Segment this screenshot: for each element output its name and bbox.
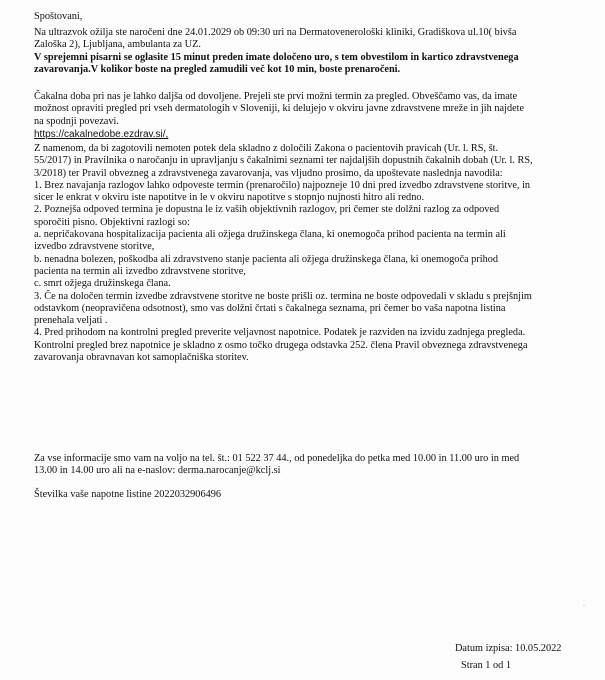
rules-line: a. nepričakovana hospitalizacija pacienta ali ožjega družinskega člana, ki onemogoča prihod pacienta na termin ali [34,229,506,241]
rules-line: sporočiti pisno. Objektivni razlogi so: [34,216,190,228]
appointment-line: Zaloška 2), Ljubljana, ambulanta za UZ. [34,39,201,51]
rules-line: 3/2018) ter Pravil obvezneg a zdravstvenega zavarovanja, vas vljudno prosimo, da upoštevate naslednja navodila: [34,167,503,179]
waiting-time-paragraph [34,91,582,128]
scan-speck [583,605,585,606]
salutation-text: Spoštovani, [34,11,83,22]
notice-line: V sprejemni pisarni se oglasite 15 minut preden imate določeno uro, s tem obvestilom in kartico zdravstvenega [34,52,519,63]
contact-paragraph [34,453,582,478]
waiting-line: možnost opraviti pregled pri vseh dermatologih v Sloveniji, ki delujejo v okviru javne zdravstvene mreže in jih najdete [34,103,525,115]
rules-line: prenehala veljati . [34,315,108,327]
contact-line: 13.00 in 14.00 uro ali na e-naslov: derma.narocanje@kclj.si [34,465,281,477]
rules-line: c. smrt ožjega družinskega člana. [34,278,171,290]
referral-number [34,489,582,501]
rules-line: sicer le enkrat v okviru iste napotitve in le v okviru napotitve s stopnjo nujnosti hitro ali redno. [34,192,425,204]
rules-line: 3. Če na določen termin izvedbe zdravstvene storitve ne boste prišli oz. termina ne boste odpovedali v skladu s prejšnjim [34,290,532,302]
rules-line: b. nenadna bolezen, poškodba ali zdravstveno stanje pacienta ali ožjega družinskega člana, ki onemogoča prihod [34,253,499,265]
rules-line: 55/2017) in Pravilnika o naročanju in upravljanju s čakalnimi seznami ter najdaljših dopustnih čakalnih dobah (Ur. l. RS, [34,155,533,167]
arrival-notice [34,52,582,77]
rules-paragraph [34,143,582,364]
waiting-times-link[interactable]: https://cakalnedobe.ezdrav.si/, [34,129,169,140]
rules-line: 2. Poznejša odpoved termina je dopustna le iz vaših objektivnih razlogov, pri čemer ste dolžni razlog za odpoved [34,204,500,216]
appointment-line: Na ultrazvok ožilja ste naročeni dne 24.01.2029 ob 09:30 uri na Dermatovenerološki kliniki, Gradiškova ul.10( bivša [34,27,517,38]
rules-line: 4. Pred prihodom na kontrolni pregled preverite veljavnost napotnice. Podatek je razviden na izvidu zadnjega pregleda. [34,327,526,339]
notice-line: zavarovanja.V kolikor boste na pregled zamudili več kot 10 min, boste prenaročeni. [34,64,401,76]
rules-line: pacienta na termin ali izvedbo zdravstvene storitve, [34,265,246,277]
rules-line: Z namenom, da bi zagotovili nemoten potek dela skladno z določili Zakona o pacientovih pravicah (Ur. l. RS, št. [34,143,499,154]
salutation [34,11,582,23]
rules-line: zavarovanja obravnavan kot samoplačniška storitev. [34,352,249,364]
waiting-times-link-row [34,129,582,141]
waiting-line: na spodnji povezavi. [34,115,119,127]
contact-line: Za vse informacije smo vam na voljo na tel. št.: 01 522 37 44., od ponedeljka do petka med 10.00 in 11.00 uro in med [34,453,520,464]
rules-line: 1. Brez navajanja razlogov lahko odpoveste termin (prenaročilo) najpozneje 10 dni pred izvedbo zdravstvene storitve, in [34,179,531,191]
rules-line: Kontrolni pregled brez napotnice je skladno z osmo točko drugega odstavka 252. člena Pravil obveznega zdravstvenega [34,339,528,351]
waiting-line: Čakalna doba pri nas je lahko daljša od dovoljene. Prejeli ste prvi možni termin za pregled. Obveščamo vas, da imate [34,91,518,102]
appointment-paragraph [34,27,582,52]
print-date: Datum izpisa: 10.05.2022 [455,643,562,654]
rules-line: izvedbo zdravstvene storitve, [34,241,155,253]
page-number: Stran 1 od 1 [461,660,512,671]
rules-line: odstavkom (neopravičena odsotnost), smo vas dolžni črtati s čakalnega seznama, pri čemer bo vaša napotna listina [34,302,506,314]
referral-number-text: Številka vaše napotne listine 2022032906496 [34,489,222,500]
